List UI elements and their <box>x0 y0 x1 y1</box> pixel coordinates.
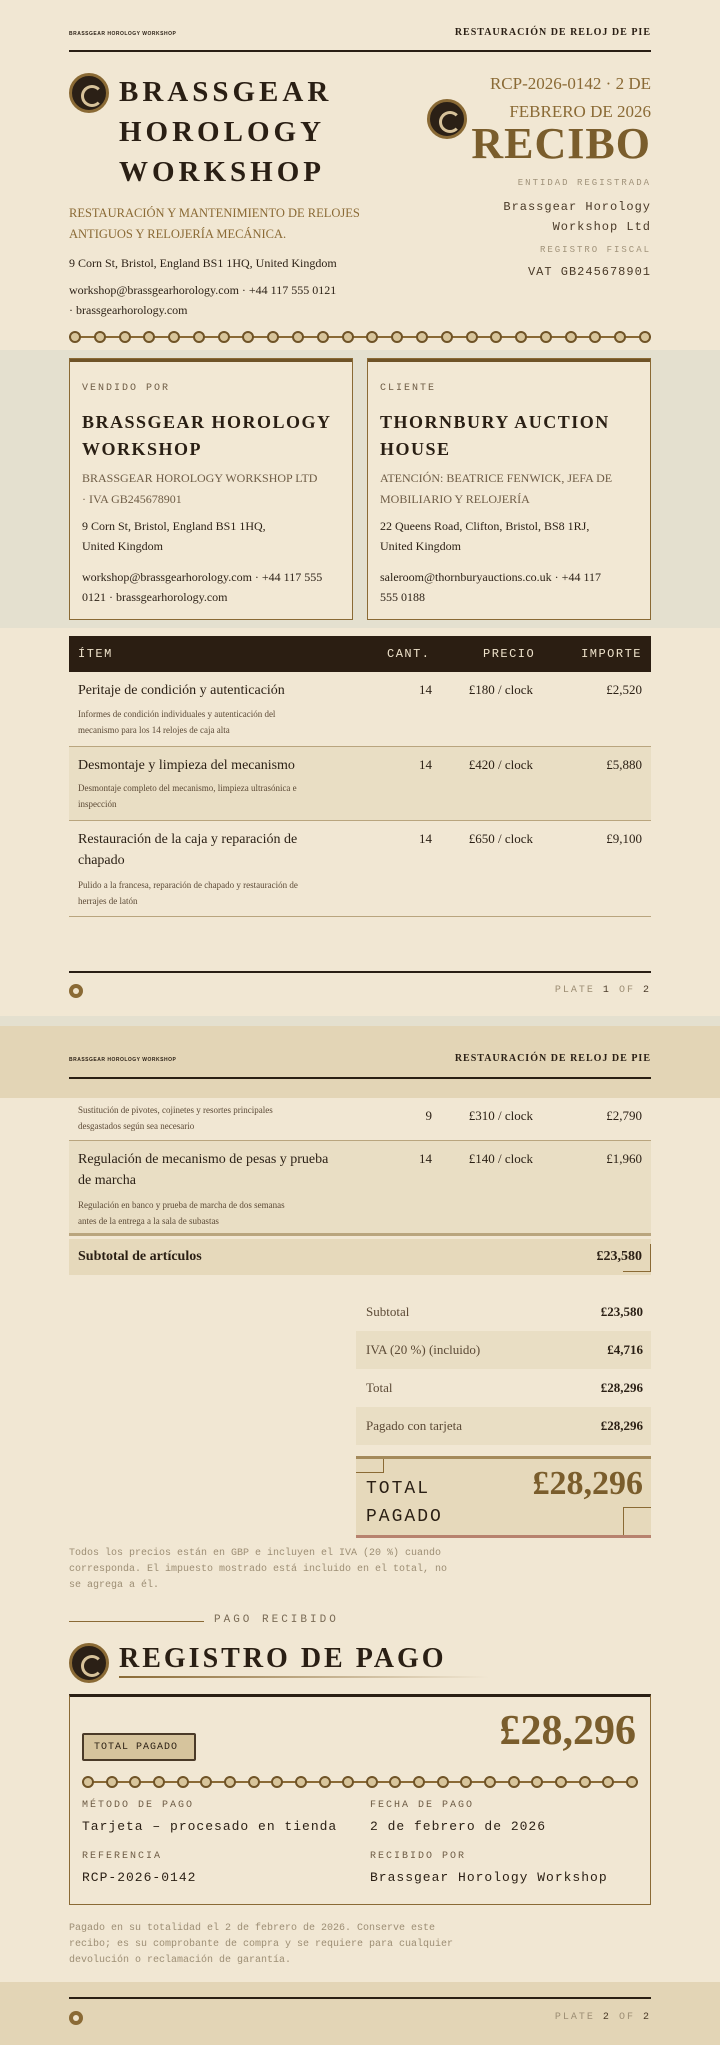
totals-row-total <box>356 1369 651 1407</box>
items-subtotal-label: Subtotal de artículos <box>78 1249 202 1264</box>
seller-addr-line-1: 9 Corn St, Bristol, England BS1 1HQ, <box>82 519 266 533</box>
item-price: £310 / clock <box>468 1108 533 1123</box>
item-qty: 14 <box>419 682 432 697</box>
page-2-header-band <box>0 1026 720 1052</box>
bead-ornament <box>602 1776 614 1788</box>
total-paid-line-2: PAGADO <box>366 1507 443 1527</box>
bead-ornament <box>200 1776 212 1788</box>
totals-row-vat <box>356 1331 651 1369</box>
item-desc-line-1: Regulación en banco y prueba de marcha de dos semanas <box>78 1200 285 1210</box>
seller-contact <box>69 280 336 320</box>
plate-number <box>555 2012 651 2023</box>
entity-label: ENTIDAD REGISTRADA <box>517 178 651 188</box>
payment-kicker: PAGO RECIBIDO <box>214 1614 339 1626</box>
payment-record-card <box>69 1694 651 1905</box>
item-name-line-2: chapado <box>78 853 125 868</box>
items-table-header <box>69 636 651 672</box>
running-header-title: RESTAURACIÓN DE RELOJ DE PIE <box>454 1053 651 1064</box>
footer-rule <box>69 971 651 973</box>
table-row <box>69 821 651 917</box>
tax-value: VAT GB245678901 <box>527 265 651 279</box>
page-gap <box>0 1016 720 1026</box>
bead-ornament <box>579 1776 591 1788</box>
item-desc-line-2: herrajes de latón <box>78 896 138 906</box>
totals-value: £28,296 <box>600 1380 643 1395</box>
bead-ornament <box>295 1776 307 1788</box>
document-number-line-2: FEBRERO DE 2026 <box>509 102 651 121</box>
item-name-line-2: de marcha <box>78 1173 136 1188</box>
item-amount: £2,520 <box>606 682 642 697</box>
bead-ornament <box>248 1776 260 1788</box>
item-qty: 14 <box>419 1151 432 1166</box>
bead-ornament <box>342 331 354 343</box>
item-desc-line-2: desgastados según sea necesario <box>78 1121 195 1131</box>
item-name-line-1: Peritaje de condición y autenticación <box>78 683 285 698</box>
table-row <box>69 1092 651 1141</box>
bead-ornament <box>224 1776 236 1788</box>
item-qty: 14 <box>419 757 432 772</box>
bead-ornament <box>490 331 502 343</box>
item-amount: £9,100 <box>606 831 642 846</box>
method-value: Tarjeta – procesado en tienda <box>82 1819 338 1834</box>
bead-ornament <box>94 331 106 343</box>
received-label: RECIBIDO POR <box>370 1851 467 1862</box>
doc-clock-icon <box>427 99 467 139</box>
plate-current: 2 <box>602 2012 611 2023</box>
plate-current: 1 <box>602 985 611 996</box>
total-paid-label <box>366 1475 443 1531</box>
bead-ornament <box>129 1776 141 1788</box>
bead-divider <box>69 330 651 344</box>
bead-ornament <box>484 1776 496 1788</box>
plate-total: 2 <box>642 2012 651 2023</box>
client-card <box>367 358 651 620</box>
contact-line-2: · brassgearhorology.com <box>69 303 188 317</box>
total-paid-value: £28,296 <box>532 1465 643 1502</box>
bead-ornament <box>437 1776 449 1788</box>
item-amount: £1,960 <box>606 1151 642 1166</box>
total-paid-line-1: TOTAL <box>366 1479 431 1499</box>
brand-name-line-1: BRASSGEAR <box>119 76 333 108</box>
totals-label: Pagado con tarjeta <box>366 1418 463 1433</box>
bead-ornament <box>153 1776 165 1788</box>
closing-note-line-3: devolución o reclamación de garantía. <box>69 1955 292 1966</box>
col-price: PRECIO <box>483 647 536 661</box>
item-name-line-1: Desmontaje y limpieza del mecanismo <box>78 758 295 773</box>
closing-note <box>69 1921 453 1969</box>
running-header-brand: BRASSGEAR HOROLOGY WORKSHOP <box>69 1057 177 1063</box>
client-attention <box>380 468 612 510</box>
item-name <box>78 829 348 871</box>
bead-ornament <box>589 331 601 343</box>
totals-label: IVA (20 %) (incluido) <box>366 1342 481 1357</box>
client-name-line-1: THORNBURY AUCTION <box>380 412 610 432</box>
totals-label: Subtotal <box>366 1304 410 1319</box>
entity-value <box>503 197 651 237</box>
brand-tagline <box>69 203 360 245</box>
plate-prefix: PLATE <box>554 2012 595 2023</box>
item-name-line-1: Regulación de mecanismo de pesas y prueba <box>78 1152 329 1167</box>
closing-note-line-2: recibo; es su comprobante de compra y se requiere para cualquier <box>69 1939 454 1950</box>
item-name <box>78 755 348 776</box>
item-qty: 14 <box>419 831 432 846</box>
plate-of: OF <box>618 2012 635 2023</box>
header-rule <box>69 50 651 52</box>
running-header-brand: BRASSGEAR HOROLOGY WORKSHOP <box>69 31 177 37</box>
contact-line-1: workshop@brassgearhorology.com · +44 117 555 0121 <box>69 283 337 297</box>
closing-note-line-1: Pagado en su totalidad el 2 de febrero de 2026. Conserve este <box>69 1923 436 1934</box>
document-title: RECIBO <box>471 119 651 168</box>
client-addr-line-2: United Kingdom <box>380 539 461 553</box>
brand-name <box>119 72 332 192</box>
client-card-contact <box>380 567 601 607</box>
plate-of: OF <box>618 985 635 996</box>
seller-address: 9 Corn St, Bristol, England BS1 1HQ, United Kingdom <box>69 256 337 270</box>
bead-ornament <box>639 331 651 343</box>
method-label: MÉTODO DE PAGO <box>82 1800 195 1811</box>
seller-legal-line-1: BRASSGEAR HOROLOGY WORKSHOP LTD <box>82 471 318 485</box>
bead-ornament <box>460 1776 472 1788</box>
plate-total: 2 <box>642 985 651 996</box>
table-row <box>69 672 651 747</box>
bead-ornament <box>413 1776 425 1788</box>
item-price: £420 / clock <box>468 757 533 772</box>
client-contact-line-2: 555 0188 <box>380 590 425 604</box>
tax-label: REGISTRO FISCAL <box>539 245 651 255</box>
corner-ornament <box>356 1459 384 1473</box>
item-name <box>78 680 348 701</box>
seller-contact-line-1: workshop@brassgearhorology.com · +44 117 555 <box>82 570 323 584</box>
seller-card-address <box>82 516 266 556</box>
plate-number <box>555 985 651 996</box>
total-paid-box <box>356 1456 651 1538</box>
bead-ornament <box>614 331 626 343</box>
item-desc-line-2: mecanismo para los 14 relojes de caja alta <box>78 725 230 735</box>
bead-ornament <box>508 1776 520 1788</box>
bead-ornament <box>218 331 230 343</box>
item-desc <box>78 780 338 812</box>
paid-stamp <box>82 1733 196 1761</box>
date-label: FECHA DE PAGO <box>370 1800 475 1811</box>
tax-note-line-2: corresponda. El impuesto mostrado está incluido en el total, no <box>69 1564 448 1575</box>
totals-label: Total <box>366 1380 393 1395</box>
bead-ornament <box>168 331 180 343</box>
item-name <box>78 1149 348 1191</box>
bead-ornament <box>106 1776 118 1788</box>
item-desc-line-2: inspección <box>78 799 117 809</box>
bead-ornament <box>441 331 453 343</box>
item-price: £650 / clock <box>468 831 533 846</box>
client-card-label: CLIENTE <box>380 383 437 394</box>
item-name-line-1: Restauración de la caja y reparación de <box>78 832 298 847</box>
item-desc <box>78 1102 338 1134</box>
items-subtotal-row <box>69 1239 651 1275</box>
payment-title: REGISTRO DE PAGO <box>119 1643 447 1674</box>
bead-ornament <box>515 331 527 343</box>
bead-ornament <box>317 331 329 343</box>
bead-ornament <box>143 331 155 343</box>
bead-ornament <box>69 331 81 343</box>
item-amount: £2,790 <box>606 1108 642 1123</box>
bead-ornament <box>391 331 403 343</box>
bead-ornament <box>342 1776 354 1788</box>
tax-note-line-1: Todos los precios están en GBP e incluyen el IVA (20 %) cuando <box>69 1548 442 1559</box>
entity-line-2: Workshop Ltd <box>552 220 651 234</box>
bead-ornament <box>626 1776 638 1788</box>
client-addr-line-1: 22 Queens Road, Clifton, Bristol, BS8 1RJ, <box>380 519 590 533</box>
received-value: Brassgear Horology Workshop <box>370 1870 608 1885</box>
item-desc-line-1: Sustitución de pivotes, cojinetes y resortes principales <box>78 1105 273 1115</box>
brand-clock-icon <box>69 73 109 113</box>
item-qty: 9 <box>425 1108 432 1123</box>
reference-value: RCP-2026-0142 <box>82 1870 197 1885</box>
corner-ornament <box>623 1244 651 1272</box>
kicker-rule <box>69 1621 204 1622</box>
totals-value: £4,716 <box>607 1342 643 1357</box>
col-qty: CANT. <box>387 647 431 661</box>
client-attn-line-2: MOBILIARIO Y RELOJERÍA <box>380 492 530 506</box>
paid-stamp-label: TOTAL PAGADO <box>94 1742 179 1753</box>
bead-ornament <box>366 331 378 343</box>
bead-ornament <box>193 331 205 343</box>
bead-ornament <box>177 1776 189 1788</box>
item-amount: £5,880 <box>606 757 642 772</box>
item-desc-line-2: antes de la entrega a la sala de subastas <box>78 1216 219 1226</box>
totals-row-subtotal <box>356 1293 651 1331</box>
date-value: 2 de febrero de 2026 <box>370 1819 547 1834</box>
seller-card-contact <box>82 567 322 607</box>
table-row <box>69 1141 651 1236</box>
bead-ornament <box>540 331 552 343</box>
client-attn-line-1: ATENCIÓN: BEATRICE FENWICK, JEFA DE <box>380 471 613 485</box>
bead-ornament <box>416 331 428 343</box>
bead-ornament <box>292 331 304 343</box>
payment-clock-icon <box>69 1643 109 1683</box>
totals-value: £28,296 <box>600 1418 643 1433</box>
totals-row-card <box>356 1407 651 1445</box>
col-item: ÍTEM <box>78 647 113 661</box>
item-desc-line-1: Pulido a la francesa, reparación de chapado y restauración de <box>78 880 298 890</box>
item-desc <box>78 706 338 738</box>
bead-ornament <box>389 1776 401 1788</box>
document-number-line-1: RCP-2026-0142 · 2 DE <box>489 74 651 93</box>
payment-title-underline <box>119 1676 489 1678</box>
client-card-name <box>380 409 610 463</box>
seller-name-line-1: BRASSGEAR HOROLOGY <box>82 412 332 432</box>
item-desc <box>78 877 338 909</box>
item-desc <box>78 1197 338 1229</box>
totals-value: £23,580 <box>600 1304 643 1319</box>
brand-name-line-2: HOROLOGY <box>119 116 326 148</box>
tax-note-line-3: se agrega a él. <box>69 1580 160 1591</box>
item-price: £140 / clock <box>468 1151 533 1166</box>
bead-ornament <box>366 1776 378 1788</box>
bead-ornament <box>242 331 254 343</box>
header-rule <box>69 1077 651 1079</box>
item-desc-line-1: Informes de condición individuales y autenticación del <box>78 709 276 719</box>
plate-gear-icon <box>69 984 83 998</box>
bead-ornament <box>555 1776 567 1788</box>
tagline-line-1: RESTAURACIÓN Y MANTENIMIENTO DE RELOJES <box>69 206 360 220</box>
bead-ornament <box>466 331 478 343</box>
entity-line-1: Brassgear Horology <box>503 200 651 214</box>
seller-legal <box>82 468 317 510</box>
seller-card <box>69 358 353 620</box>
bead-ornament <box>319 1776 331 1788</box>
tagline-line-2: ANTIGUOS Y RELOJERÍA MECÁNICA. <box>69 227 287 241</box>
reference-label: REFERENCIA <box>82 1851 163 1862</box>
bead-ornament <box>565 331 577 343</box>
brand-name-line-3: WORKSHOP <box>119 156 326 188</box>
client-contact-line-1: saleroom@thornburyauctions.co.uk · +44 117 <box>380 570 601 584</box>
items-subtotal-value: £23,580 <box>596 1249 642 1264</box>
bead-divider <box>82 1775 638 1789</box>
client-card-address <box>380 516 589 556</box>
bead-ornament <box>271 1776 283 1788</box>
item-price: £180 / clock <box>468 682 533 697</box>
table-row <box>69 747 651 821</box>
bead-ornament <box>531 1776 543 1788</box>
item-desc-line-1: Desmontaje completo del mecanismo, limpieza ultrasónica e <box>78 783 297 793</box>
footer-rule <box>69 1997 651 1999</box>
seller-card-label: VENDIDO POR <box>82 383 171 394</box>
plate-gear-icon <box>69 2011 83 2025</box>
seller-legal-line-2: · IVA GB245678901 <box>82 492 182 506</box>
payment-amount: £28,296 <box>499 1708 636 1754</box>
tax-note <box>69 1546 447 1594</box>
bead-ornament <box>82 1776 94 1788</box>
col-amount: IMPORTE <box>581 647 642 661</box>
bead-ornament <box>267 331 279 343</box>
corner-ornament <box>623 1507 651 1535</box>
client-name-line-2: HOUSE <box>380 439 451 459</box>
bead-ornament <box>119 331 131 343</box>
seller-contact-line-2: 0121 · brassgearhorology.com <box>82 590 228 604</box>
seller-name-line-2: WORKSHOP <box>82 439 203 459</box>
plate-prefix: PLATE <box>554 985 595 996</box>
seller-addr-line-2: United Kingdom <box>82 539 163 553</box>
seller-card-name <box>82 409 332 463</box>
running-header-title: RESTAURACIÓN DE RELOJ DE PIE <box>454 27 651 38</box>
